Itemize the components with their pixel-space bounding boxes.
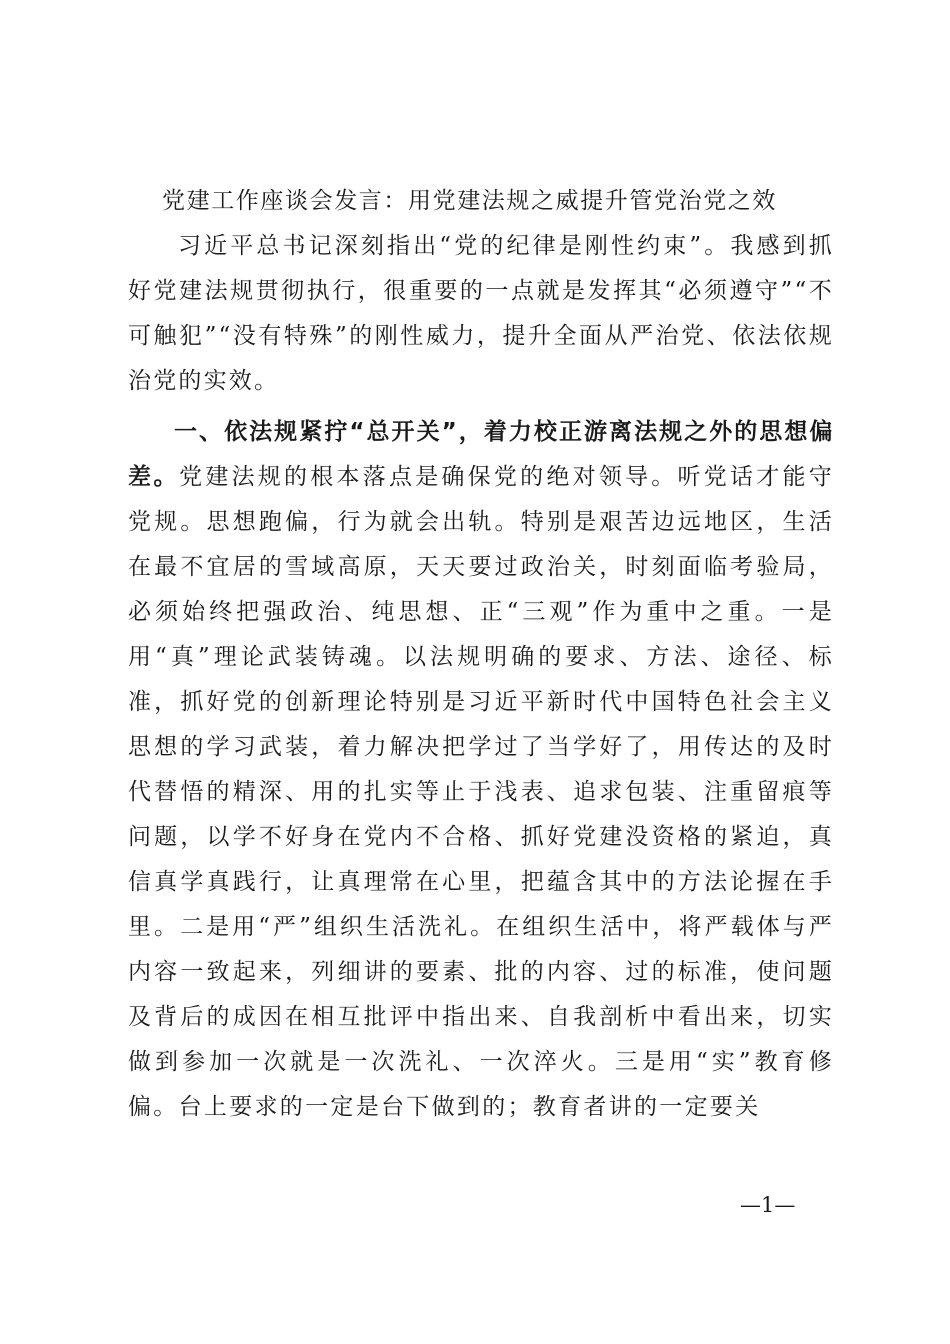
section-one-heading: 一、依法规紧拧“总开关”，着力校正游离法规之外的思想偏差。 (128, 419, 834, 490)
page-number: —1— (740, 1193, 796, 1217)
document-title: 党建工作座谈会发言：用党建法规之威提升管党治党之效 (162, 188, 777, 214)
section-one-body: 党建法规的根本落点是确保党的绝对领导。听党话才能守党规。思想跑偏，行为就会出轨。特别是艰苦边远地区，生活在最不宜居的雪域高原，天天要过政治关，时刻面临考验局，必须始终把强政治、纯思想、正“三观”作为重中之重。一是用“真”理论武装铸魂。以法规明确的要求、方法、途径、标准，抓好党的创新理论特别是习近平新时代中国特色社会主义思想的学习武装，着力解决把学过了当学好了，用传达的及时代替悟的精深、用的扎实等止于浅表、追求包装、注重留痕等问题，以学不好身在党内不合格、抓好党建没资格的紧迫，真信真学真践行，让真理常在心里，把蕴含其中的方法论握在手里。二是用“严”组织生活洗礼。在组织生活中，将严载体与严内容一致起来，列细讲的要素、批的内容、过的标准，使问题及背后的成因在相互批评中指出来、自我剖析中看出来，切实做到参加一次就是一次洗礼、一次淬火。三是用“实”教育修偏。台上要求的一定是台下做到的；教育者讲的一定要关 (128, 464, 835, 1120)
intro-paragraph: 习近平总书记深刻指出“党的纪律是刚性约束”。我感到抓好党建法规贯彻执行，很重要的一点就是发挥其“必须遵守”“不可触犯”“没有特殊”的刚性威力，提升全面从严治党、依法依规治党的实效。 (128, 233, 834, 394)
section-one-paragraph (128, 410, 834, 1130)
